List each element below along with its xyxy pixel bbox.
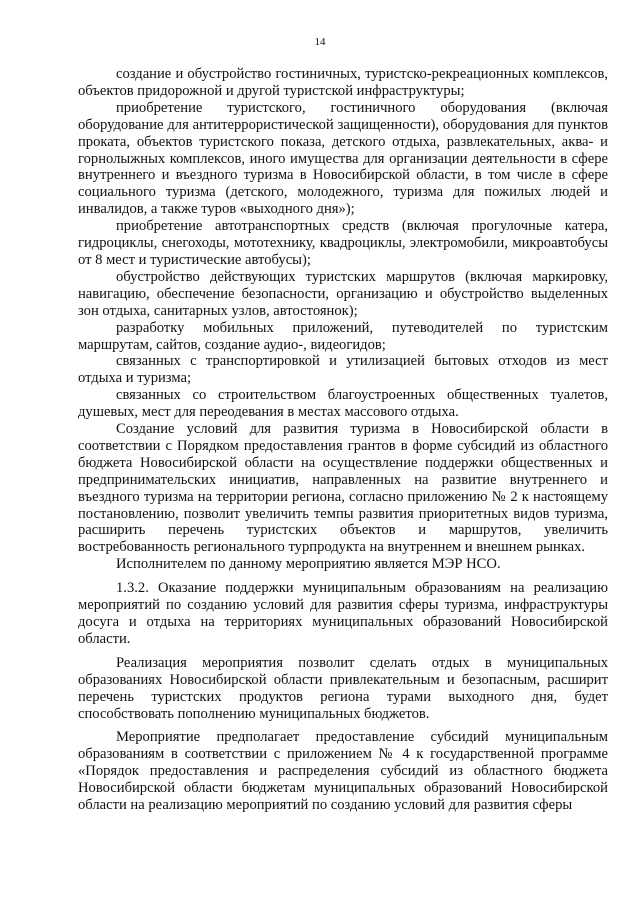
section-paragraph: 1.3.2. Оказание поддержки муниципальным образованиям на реализацию мероприятий по созданию условий для развития сферы туризма, инфраструктуры досуга и отдыха на территориях муниципальных образований Новосибирской области.: [78, 580, 608, 647]
paragraph: обустройство действующих туристских маршрутов (включая маркировку, навигацию, обеспечение безопасности, организацию и обустройство выделенных зон отдыха, санитарных узлов, автостоянок);: [78, 268, 608, 319]
paragraph: связанных с транспортировкой и утилизацией бытовых отходов из мест отдыха и туризма;: [78, 353, 608, 387]
paragraph: Мероприятие предполагает предоставление субсидий муниципальным образованиям в соответствии с приложением № 4 к государственной программе «Порядок предоставления и распределения субсидий из областного бюджета Новосибирской области бюджетам муниципальных образований Новосибирской области на реализацию мероприятий по созданию условий для развития сферы: [78, 729, 608, 814]
paragraph: приобретение автотранспортных средств (включая прогулочные катера, гидроциклы, снегоходы, мототехнику, квадроциклы, электромобили, микроавтобусы от 8 мест и туристические автобусы);: [78, 218, 608, 268]
page-number: 14: [314, 36, 326, 48]
paragraph: Исполнителем по данному мероприятию является МЭР НСО.: [116, 556, 501, 573]
paragraph: разработку мобильных приложений, путеводителей по туристским маршрутам, сайтов, создание аудио-, видеогидов;: [78, 319, 608, 353]
paragraph: создание и обустройство гостиничных, туристско-рекреационных комплексов, объектов придорожной и другой туристской инфраструктуры;: [78, 66, 608, 99]
paragraph: Создание условий для развития туризма в Новосибирской области в соответствии с Порядком предоставления грантов в форме субсидий из областного бюджета Новосибирской области на осуществление поддержки общественных и предпринимательских инициатив, направленных на развитие внутреннего и въездного туризма на территории региона, согласно приложению № 2 к настоящему постановлению, позволит увеличить темпы развития приоритетных видов туризма, расширить перечень туристских объектов и маршрутов, увеличить востребованность регионального турпродукта на внутреннем и внешнем рынках.: [78, 421, 608, 556]
paragraph: связанных со строительством благоустроенных общественных туалетов, душевых, мест для переодевания в местах массового отдыха.: [78, 387, 608, 421]
paragraph: Реализация мероприятия позволит сделать отдых в муниципальных образованиях Новосибирской области привлекательным и безопасным, расширит перечень туристских продуктов региона турами выходного дня, будет способствовать пополнению муниципальных бюджетов.: [78, 654, 608, 722]
paragraph: приобретение туристского, гостиничного оборудования (включая оборудование для антитеррористической защищенности), оборудования для пунктов проката, объектов туристского показа, детского отдыха, развлекательных, аква- и горнолыжных комплексов, иного имущества для организации деятельности в сфере внутреннего и въездного туризма в Новосибирской области, в том числе в сфере социального туризма (детского, молодежного, туризма для пожилых людей и инвалидов, а также туров «выходного дня»);: [78, 99, 608, 218]
body-text: [78, 66, 608, 814]
